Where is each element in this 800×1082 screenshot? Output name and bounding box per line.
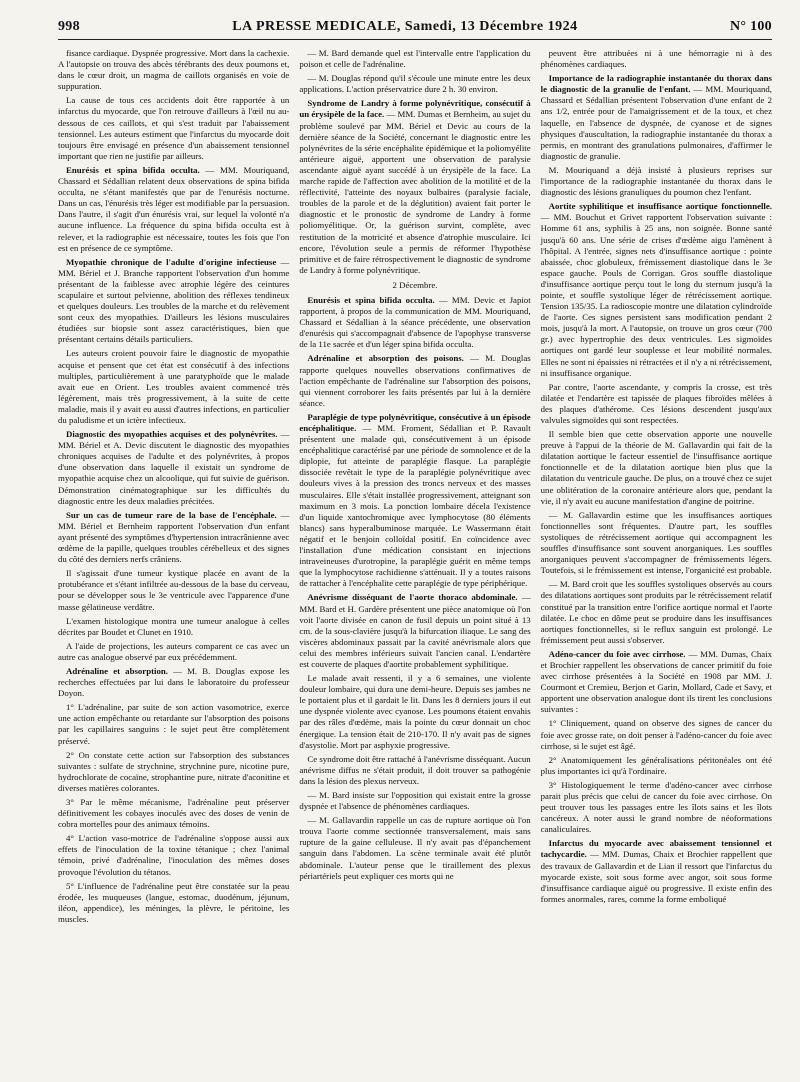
section-body: — MM. Dumas, Chaix et Brochier rappellent les observations de cancer primitif du foie avec cirrhose présentées à la Société en 1908 par MM. J. Courmont et Cremieu, Berjon et Garin, Mollard, Cade et Savy, et apportent une observation analogue dont ils tirent les conclusions suivantes :: [540, 648, 772, 715]
section-paragraph: [299, 412, 530, 590]
section-heading: Infarctus du myocarde avec abaissement tensionnel et tachycardie.: [540, 838, 772, 860]
body-paragraph: Il semble bien que cette observation apporte une nouvelle preuve à l'appui de la théorie de M. Gallavardin qui fait de la dilatation aortique le facteur essentiel de l'insuffisance aortique fonctionnelle et de la dilatation aortique bien plus que la dilatation du ventricule gauche. De plus, on a trouvé chez ce sujet une oblitération de la coronaire antérieure alors que, pendant la vie, il n'y avait eu aucune manifestation d'angine de poitrine.: [540, 429, 772, 506]
section-body: — MM. Mouriquand, Chassard et Sédallian relatent deux observations de spina bifida occulta, ne s'étant manifestés que par de l'enurésis nocturne. Dans un cas, l'énurésis très léger est modifiable par la persuasion. Dans l'autre, il s'agit d'un énurésis vrai, sur lequel la volonté n'a aucune influence. La fréquence du spina bifida occulta est à relever, et la radiographie est nécessaire, toutes les fois que l'on est en présence de ce symptôme.: [58, 164, 290, 253]
section-paragraph: [58, 429, 289, 507]
body-paragraph: A l'aide de projections, les auteurs comparent ce cas avec un autre cas analogue observé par eux précédemment.: [58, 640, 290, 662]
section-paragraph: [541, 649, 772, 716]
section-heading: Importance de la radiographie instantanée du thorax dans le diagnostic de la granulie de l'enfant.: [540, 73, 772, 95]
section-paragraph: [541, 73, 772, 162]
page-number: 998: [58, 19, 80, 34]
body-paragraph: — M. Douglas répond qu'il s'écoule une minute entre les deux applications. L'action préservatrice dure 2 h. 30 environ.: [299, 73, 531, 95]
section-heading: Enurésis et spina bifida occulta.: [307, 294, 435, 305]
section-heading: Enurésis et spina bifida occulta.: [66, 164, 200, 175]
page-header: [58, 0, 772, 40]
section-body: — MM. Dumas et Bernheim, au sujet du problème soulevé par MM. Bériel et Devic au cours de la dernière séance de la Société, concernant le diagnostic entre les polynévrites de la série encéphalite épidémique et la poliomyélite antérieure aiguë, apportent une observation de paralysie ascendante aiguë ayant succédé à un érysipèle de la face. La marche rapide de l'affection avec abolition de la motilité et de la réflectivité, l'atteinte des noyaux bulbaires (paralysie faciale, troubles de la parole et de la déglutition) avaient fait porter le diagnostic et le pronostic de syndrome de Landry à forme poliomyélitique. Or, la guérison survint, complète, avec restitution de la motricité et absence d'atrophie musculaire. Ici encore, l'évolution seule a permis de réformer l'hypothèse primitive et de faire rétrospectivement le diagnostic de syndrome de Landry à forme polynévritique.: [299, 109, 531, 275]
column-right: [541, 48, 772, 1068]
body-paragraph: La cause de tous ces accidents doit être rapportée à un infarctus du myocarde, que l'on retrouve d'ailleurs à l'œil nu au-dessous de ces caillots, et qui s'est traduit par l'abaissement tensionnel. Les auteurs estiment que l'infarctus du myocarde doit toujours être envisagé en présence d'un abaissement tensionnel important que rien ne justifie par ailleurs.: [58, 95, 290, 161]
section-paragraph: [58, 666, 289, 699]
section-heading: Anévrisme disséquant de l'aorte thoraco abdominale.: [307, 592, 518, 603]
section-paragraph: [58, 257, 289, 346]
section-heading: Syndrome de Landry à forme polynévritique, consécutif à un érysipèle de la face.: [299, 98, 531, 120]
body-paragraph: Il s'agissait d'une tumeur kystique placée en avant de la protubérance et s'étant infiltrée au-dessous de la base du cerveau, pour se développer sous le 3e ventricule avec l'apparence d'une masse gélatineuse verdâtre.: [58, 568, 290, 612]
body-paragraph: 2° On constate cette action sur l'absorption des substances suivantes : sulfate de strychnine, strychnine pure, nicotine pure, hydrochlorate de cocaïne, strophantine pure, nitrate d'aconitine et diverses matières colorantes.: [58, 749, 290, 793]
body-paragraph: Par contre, l'aorte ascendante, y compris la crosse, est très dilatée et l'endartère est tapissée de plaques fibroïdes mêlées à des plaques d'athérome. Ces lésions descendent jusqu'aux valvules sigmoïdes qui sont respectées.: [540, 381, 772, 425]
section-body: — M. B. Douglas expose les recherches effectuées par lui dans le laboratoire du professeur Doyon.: [58, 665, 290, 699]
body-paragraph: 3° Par le même mécanisme, l'adrénaline peut préserver définitivement les cobayes inoculés avec des doses de venin de cobra mortelles pour des animaux témoins.: [58, 797, 290, 830]
section-heading: Sur un cas de tumeur rare de la base de l'encéphale.: [66, 509, 277, 520]
body-paragraph: 3° Histologiquement le terme d'adéno-cancer avec cirrhose parait plus précis que celui de cancer du foie avec cirrhose. On peut trouver tous les passages entre les îlots sains et les îlots cancéreux. A noter aussi le grand nombre de néoformations canaliculaires.: [540, 779, 772, 835]
body-paragraph: — M. Bard demande quel est l'intervalle entre l'application du poison et celle de l'adrénaline.: [299, 48, 531, 70]
section-body: — MM. Bériel et Bernheim rapportent l'observation d'un enfant ayant présenté des symptômes d'hypertension intracrânienne avec œdème de la papille, quelques troubles cérébelleux et des signes du côté des derniers nerfs crâniens.: [58, 509, 290, 565]
section-paragraph: [299, 592, 530, 670]
section-paragraph: [299, 98, 530, 276]
section-body: — M. Douglas rapporte quelques nouvelles observations confirmatives de l'action empêchante de l'adrénaline sur l'absorption des poisons, qui viennent corroborer les faits présentés par lui à la dernière séance.: [299, 353, 531, 408]
body-paragraph: peuvent être attribuées ni à une hémorragie ni à des phénomènes cardiaques.: [540, 48, 772, 70]
body-paragraph: 5° L'influence de l'adrénaline peut être constatée sur la peau érodée, les muqueuses (langue, estomac, duodénum, jéjunum, iléon, appendice), les méninges, la plèvre, le péritoine, les muscles.: [58, 880, 290, 924]
section-body: — MM. Bouchut et Grivet rapportent l'observation suivante : Homme 61 ans, syphilis à 25 ans, non soignée. Bonne santé jusqu'à 60 ans. Une série de crises d'œdème aigu l'amènent à l'hôpital. A l'entrée, signes nets d'insuffisance aortique : pointe abaissée, choc globuleux, frémissement diastolique dans le 3e espace gauche. Pouls de Corrigan. Gros souffle diastolique d'insuffisance aortique perçu tout le long du sternum jusqu'à la pointe, et souffle systolique léger de rétrécissement aortique. Tension 135/35. La radioscopie montre une dilatation cylindroïde de l'aorte. Ces signes persistent sans modification pendant 2 mois, jusqu'à la mort. A l'autopsie, on trouve un gros cœur (700 gr.) avec hypertrophie des deux ventricules. Les sigmoïdes aortiques ont gardé leur souplesse et leur mobilité normales. Elles ne sont ni épaissies ni rétractées et il n'y a ni rétrécissement, ni insuffisance organique.: [540, 212, 772, 378]
body-paragraph: L'examen histologique montra une tumeur analogue à celles décrites par Boudet et Clunet en 1910.: [58, 615, 290, 637]
issue-number: N° 100: [729, 19, 772, 34]
body-paragraph: — M. Gallavardin estime que les insuffisances aortiques fonctionnelles sont fréquentes. D'autre part, les souffles systoliques de rétrécissement aortique qui accompagnent les souffles d'insuffisance sont souvent anorganiques. Les souffles anorganiques peuvent s'accompagner de frémissements légers. Toutefois, si le frémissement est intense, l'organicité est probable.: [540, 509, 772, 576]
journal-title: LA PRESSE MEDICALE, Samedi, 13 Décembre 1924: [232, 19, 578, 34]
body-paragraph: — M. Bard croit que les souffles systoliques observés au cours des dilatations aortiques sont produits par le rétrécissement relatif constitué par la transition entre l'orifice aortique normal et l'aorte dilatée. Le choc en dôme peut se produire dans les insuffisances aortiques fonctionnelles, si le reflux sanguin est prolongé. Le frémissement peut aussi s'observer.: [540, 579, 772, 645]
section-body: — MM. Mouriquand, Chassard et Sédallian présentent l'observation d'une enfant de 2 ans 1/2, entrée pour de l'amaigrissement et de la toux, et chez laquelle, en l'absence de dyspnée, de cyanose et de signes physiques d'auscultation, la radiographie instantanée du thorax a permis, en montrant des granulations pulmonaires, d'affirmer le diagnostic de granulie.: [540, 84, 772, 161]
section-body: — MM. Froment, Sédallian et P. Ravault présentent une malade qui, consécutivement à un épisode encéphalitique caractérisé par une période de somnolence et de la diplopie, fut atteinte de paraplégie flasque. La paraplégie dissociée revêtait le type de la paraplégie polynévritique avec douleurs vives à la pression des troncs nerveux et des masses musculaires. Elle s'était installée progressivement, atteignant son maximum en 3 mois. La ponction lombaire décela l'existence d'un liquide xantochromique avec lymphocytose (80 éléments blancs) sans hyperalbuminose marquée. Le Wassermann était négatif et le benjoin colloïdal positif. En coïncidence avec l'installation d'une médication consistant en injections intraveineuses d'urotropine, la paraplégie guérit en même temps que la lymphocytose rachidienne s'atténuait. Il y a toutes raisons de rattacher à l'encéphalite cette paraplégie de type périphérique.: [299, 423, 531, 589]
section-paragraph: [299, 295, 530, 350]
section-body: — MM. Bard et H. Gardère présentent une pièce anatomique où l'on voit l'aorte divisée en canon de fusil depuis un point situé à 13 cm. de la sous-clavière jusqu'à la bifurcation iliaque. Le sang des viscères abdominaux passait par la cavité anévrismale alors que celui des membres inférieurs suivait l'ancien canal. L'endartère est couverte de plaques d'aortite probablement syphilitique.: [299, 592, 531, 669]
section-paragraph: [541, 201, 772, 379]
body-paragraph: — M. Bard insiste sur l'opposition qui existait entre la grosse dyspnée et l'absence de phénomènes cardiaques.: [299, 790, 531, 812]
section-heading: Paraplégie de type polynévritique, consécutive à un épisode encéphalitique.: [299, 411, 531, 433]
body-paragraph: 1° L'adrénaline, par suite de son action vasomotrice, exerce une action empêchante ou retardante sur l'absorption des poisons par les capillaires sanguins : le sujet peut être complètement préservé.: [58, 702, 290, 746]
section-heading: Adéno-cancer du foie avec cirrhose.: [548, 648, 686, 659]
body-paragraph: 2° Anatomiquement les généralisations péritonéales ont été plus importantes ici qu'à l'ordinaire.: [540, 754, 772, 776]
body-paragraph: Ce syndrome doit être rattaché à l'anévrisme disséquant. Aucun anévrisme diffus ne s'était produit, il doit trouver sa pathogénie dans la lésion des plexus nerveux.: [299, 753, 531, 786]
column-middle: [299, 48, 530, 1068]
body-paragraph: 1° Cliniquement, quand on observe des signes de cancer du foie avec grosse rate, on doit penser à l'adéno-cancer du foie avec cirrhose, si le sujet est âgé.: [540, 718, 772, 751]
body-paragraph: Les auteurs croient pouvoir faire le diagnostic de myopathie acquise et pensent que cet état est consécutif à des infections multiples, particulièrement à une paratyphoïde que le malade avait eue en Orient. Les troubles avaient commencé très légèrement, mais très progressivement, à la suite de cette maladie, mais il y avait eu aussi d'autres infections, en particulier du paludisme et un ictère infectieux.: [58, 348, 290, 425]
article-columns: [58, 48, 772, 1068]
section-body: — MM. Dumas, Chaix et Brochier rappellent que des travaux de Gallavardin et de Lian il ressort que l'infarctus du myocarde existe, soit sous forme avec angor, soit sous forme d'insuffisance cardiaque aiguë ou progressive. Il existe enfin des formes anormales, rares, comme la forme emboliqué: [540, 849, 772, 904]
section-body: — MM. Bériel et A. Devic discutent le diagnostic des myopathies chroniques acquises de l'adulte et des polynévrites, à propos d'une observation dans laquelle il existait un syndrome de myopathie acquise chez un alcoolique, qui fut suivie de guérison. Démonstration cinématographique sur les difficultés du diagnostic entre les deux maladies précitées.: [58, 429, 290, 506]
body-paragraph: Le malade avait ressenti, il y a 6 semaines, une violente douleur lombaire, qui dura une demi-heure. Depuis ses jambes ne le portaient plus et il gardait le lit. Dans les 8 derniers jours il eut une dyspnée violente avec cyanose. Les poumons étaient envahis par des râles d'œdème, mais la pointe du cœur donnait un choc énergique. La tension était de 210-170. Il n'y avait pas de signes d'asystolie. Mort par asphyxie progressive.: [299, 673, 531, 750]
body-paragraph: fisance cardiaque. Dyspnée progressive. Mort dans la cachexie. A l'autopsie on trouva des abcès térébrants des deux poumons et, dans le cœur droit, un magma de caillots organisés en voie de suppuration.: [58, 48, 290, 92]
section-body: — MM. Devic et Japiot rapportent, à propos de la communication de MM. Mouriquand, Chassard et Sédallian à la séance précédente, une observation d'enurésis qui s'accompagnait d'absence de l'apophyse transverse de la 11e sacrée et d'un léger spina bifida occulta.: [299, 294, 531, 350]
section-heading: Myopathie chronique de l'adulte d'origine infectieuse: [66, 256, 277, 267]
date-separator: 2 Décembre.: [392, 279, 438, 290]
body-paragraph: — M. Gallavardin rappelle un cas de rupture aortique où l'on trouva l'aorte comme sectionnée transversalement, mais sans rupture de la gaine celluleuse. Il n'y avait pas d'épanchement sanguin dans l'abdomen. La scène terminale avait été plutôt abdominale. L'auteur pense que le tiraillement des plexus périartériels peut expliquer ces morts qui ne: [299, 815, 531, 881]
section-paragraph: [58, 165, 289, 254]
section-heading: Aortite syphilitique et insuffisance aortique fonctionnelle.: [548, 201, 772, 212]
section-paragraph: [58, 510, 289, 565]
section-heading: Diagnostic des myopathies acquises et des polynévrites.: [66, 429, 278, 440]
section-paragraph: [299, 353, 530, 408]
section-heading: Adrénaline et absorption.: [66, 665, 168, 676]
section-paragraph: [541, 838, 772, 905]
body-paragraph: 4° L'action vaso-motrice de l'adrénaline s'oppose aussi aux effets de l'inoculation de la toxine tétanique ; chez l'animal témoin, privé d'adrénaline, l'inoculation des mêmes doses provoque l'évolution du tétanos.: [58, 833, 290, 877]
column-left: [58, 48, 289, 1068]
section-heading: Adrénaline et absorption des poisons.: [307, 353, 464, 364]
body-paragraph: M. Mouriquand a déjà insisté à plusieurs reprises sur l'importance de la radiographie instantanée du thorax dans le diagnostic des lésions granuliques du poumon chez l'enfant.: [540, 164, 772, 198]
section-body: — MM. Bériel et J. Branche rapportent l'observation d'un homme présentant de la faiblesse avec atrophie légère des ceintures scapulaire et surtout pelvienne, abolition des réflexes tendineux et quelques douleurs. Les troubles de la marche et du relèvement sont ceux des myopathies. D'ailleurs les lésions musculaires étudiées sur biopsie sont assez caractéristiques, bien que présentant certains détails particuliers.: [58, 256, 290, 345]
